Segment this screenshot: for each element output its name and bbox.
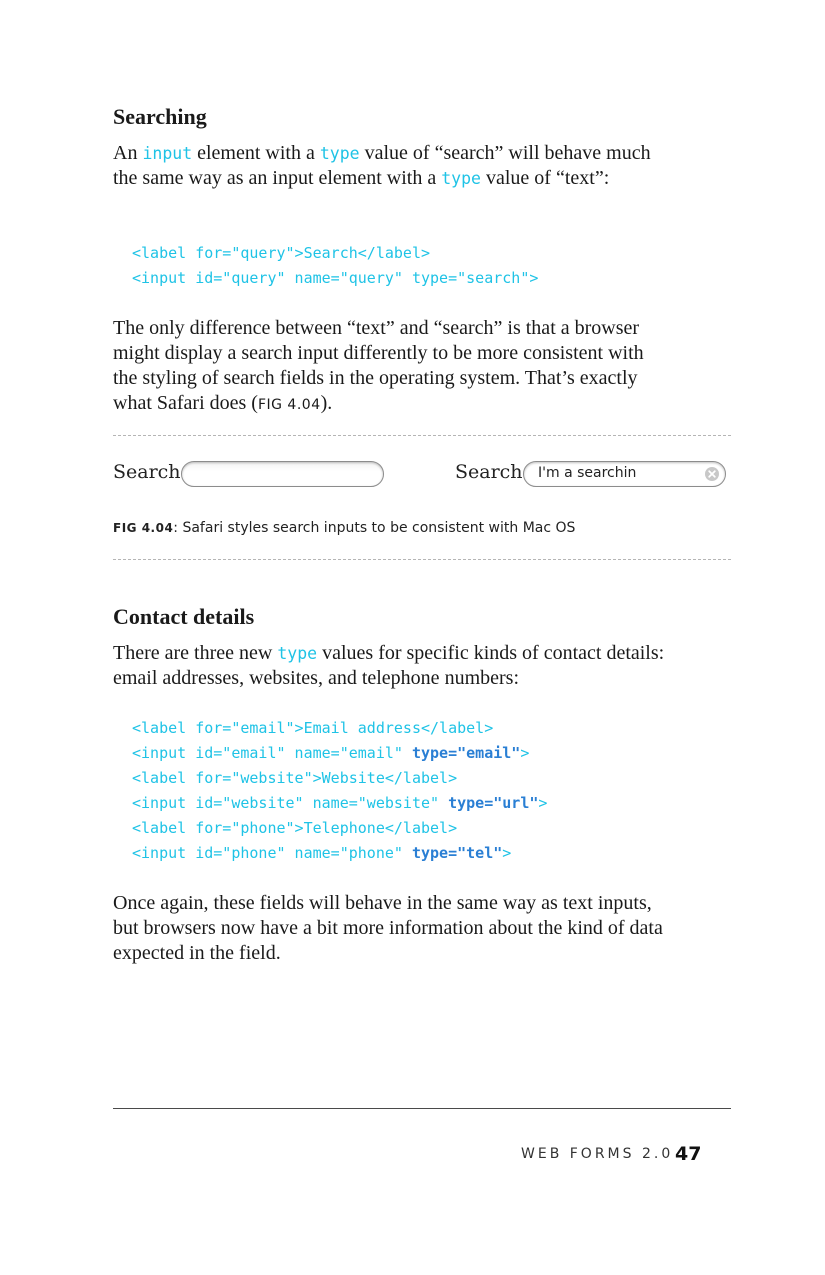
- code-line: <label for="query">Search</label>: [132, 244, 431, 262]
- running-footer-title: WEB FORMS 2.0: [521, 1146, 674, 1162]
- caption-figure-reference: FIG 4.04: [113, 521, 174, 535]
- code-text: >: [520, 744, 530, 762]
- search-field-value: I'm a searchin: [538, 465, 637, 481]
- code-line: [132, 766, 547, 791]
- code-text: <label for="email">Email address</label>: [132, 719, 494, 737]
- text-run: element with a: [192, 142, 320, 164]
- section-heading-contact-details: Contact details: [113, 604, 255, 629]
- code-text: <label for="website">Website</label>: [132, 769, 458, 787]
- code-keyword: type="url": [448, 794, 539, 812]
- text-run: ).: [320, 392, 333, 414]
- plain-search-field[interactable]: [181, 461, 384, 487]
- code-line: [132, 741, 547, 766]
- figure-bottom-divider: [113, 559, 731, 560]
- code-text: >: [502, 844, 512, 862]
- text-run: value of “search” will behave much the same way as an input element with a: [113, 142, 651, 189]
- code-line: [132, 791, 547, 816]
- caption-text: : Safari styles search inputs to be consistent with Mac OS: [173, 520, 576, 536]
- code-keyword: type="email": [411, 744, 521, 762]
- text-run: The only difference between “text” and “search” is that a browser might display a search input differently to be more consistent with the styling of search fields in the operating system. That’s exactly what Safari does (: [113, 317, 644, 414]
- inline-code-type: type: [277, 644, 318, 663]
- inline-code-input: input: [142, 144, 193, 163]
- text-run: An: [113, 142, 143, 164]
- code-text: <input id="email" name="email": [132, 744, 412, 762]
- searching-intro-paragraph: [113, 141, 673, 191]
- code-line: [132, 816, 547, 841]
- figure-top-divider: [113, 435, 731, 436]
- figure-reference: FIG 4.04: [257, 397, 321, 413]
- searching-difference-paragraph: [113, 316, 673, 418]
- code-text: >: [538, 794, 548, 812]
- code-block-contact: [132, 716, 547, 866]
- figure-label-safari: Search: [455, 461, 523, 483]
- figure-label-plain: Search: [113, 461, 181, 483]
- footer-rule: [113, 1108, 731, 1109]
- code-text: <input id="website" name="website": [132, 794, 449, 812]
- page-number: 47: [675, 1143, 702, 1165]
- contact-intro-paragraph: [113, 641, 673, 691]
- code-block-search: [132, 241, 538, 291]
- clear-search-icon[interactable]: [704, 466, 720, 482]
- text-run: value of “text”:: [480, 167, 610, 189]
- code-line: <input id="query" name="query" type="search">: [132, 269, 539, 287]
- inline-code-type: type: [441, 169, 481, 188]
- code-line: [132, 716, 547, 741]
- safari-search-field[interactable]: [523, 461, 726, 487]
- code-text: <label for="phone">Telephone</label>: [132, 819, 458, 837]
- code-line: [132, 841, 547, 866]
- section-heading-searching: Searching: [113, 104, 207, 129]
- text-run: There are three new: [113, 642, 278, 664]
- code-text: <input id="phone" name="phone": [132, 844, 412, 862]
- contact-closing-paragraph: Once again, these fields will behave in the same way as text inputs, but browsers now have a bit more information about the kind of data expected in the field.: [113, 892, 663, 964]
- text-run: values for specific kinds of contact details: email addresses, websites, and telephone numbers:: [113, 642, 665, 689]
- code-keyword: type="tel": [411, 844, 503, 862]
- inline-code-type: type: [319, 144, 360, 163]
- figure-caption: [113, 520, 575, 536]
